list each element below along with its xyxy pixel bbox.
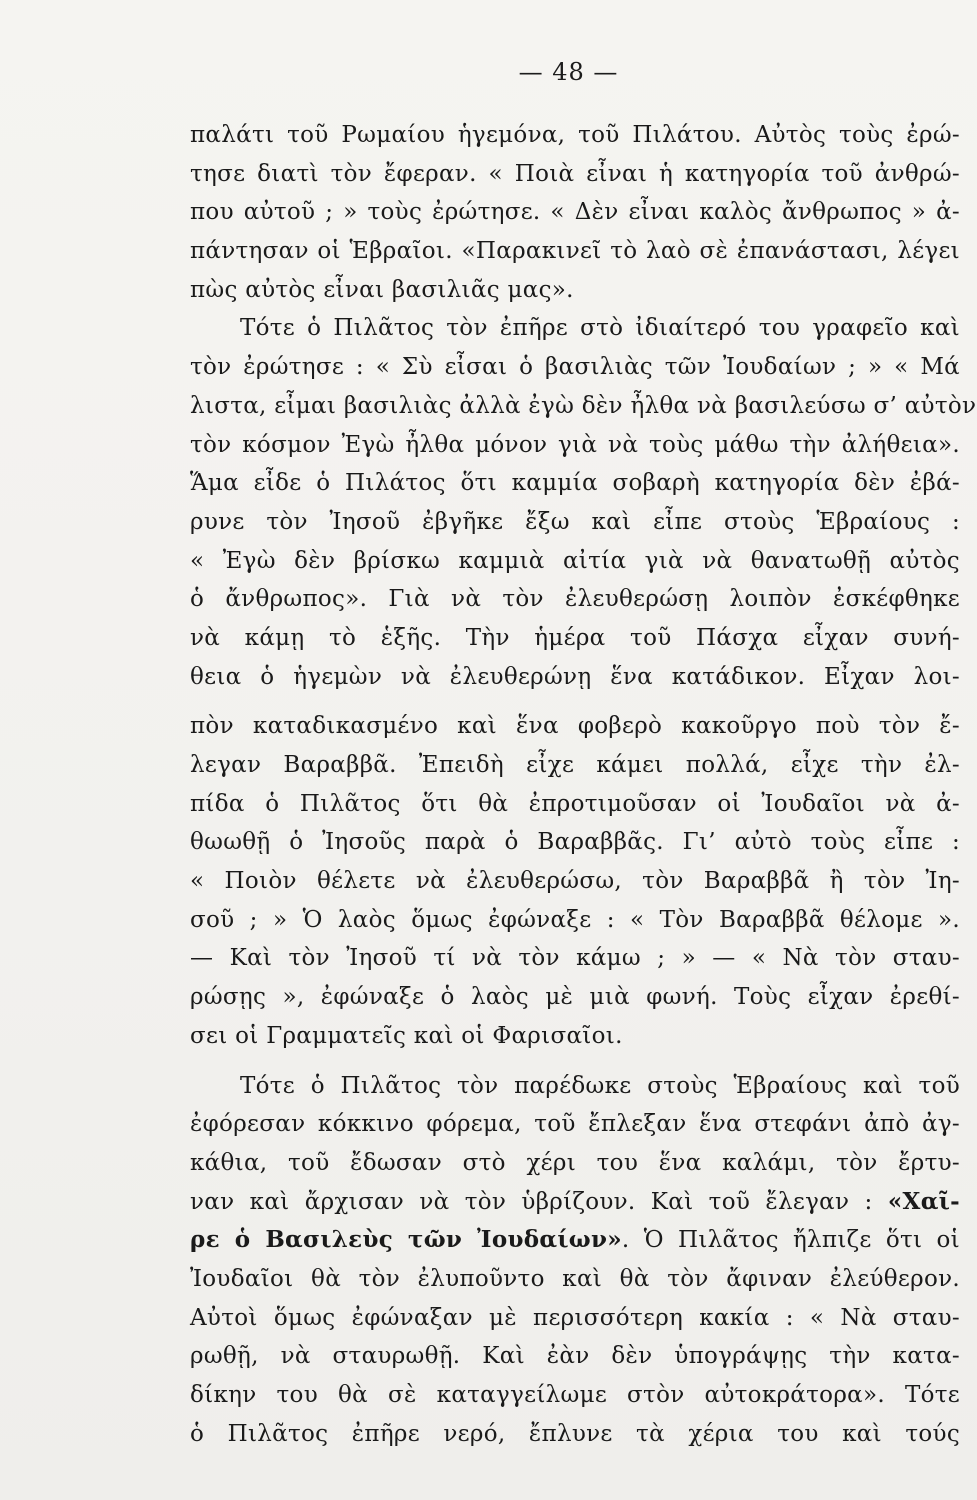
text-line-regular: ναν καὶ ἄρχισαν νὰ τὸν ὑβρίζουν. Καὶ τοῦ ἔλεγαν : (190, 1188, 873, 1215)
text-line (190, 1221, 960, 1260)
text-line-regular: . Ὁ Πιλᾶτος ἤλπιζε ὅτι οἱ (621, 1227, 960, 1254)
page-number: — 48 — (518, 58, 619, 86)
text-line: πὼς αὐτὸς εἶναι βασιλιᾶς μας». (190, 276, 574, 303)
text-line (190, 1183, 960, 1222)
text-line: « Ἐγὼ δὲν βρίσκω καμμιὰ αἰτία γιὰ νὰ θανατωθῇ αὐτὸς (190, 547, 960, 574)
text-line: θεια ὁ ἡγεμὼν νὰ ἐλευθερώνῃ ἕνα κατάδικον. Εἶχαν λοι- (190, 663, 960, 690)
text-line: πὸν καταδικασμένο καὶ ἕνα φοβερὸ κακοῦργο ποὺ τὸν ἔ- (190, 713, 960, 740)
text-line: Ἅμα εἶδε ὁ Πιλάτος ὅτι καμμία σοβαρὴ κατηγορία δὲν ἐβά- (190, 470, 960, 497)
body-text (190, 116, 977, 1453)
text-line: λιστα, εἶμαι βασιλιὰς ἀλλὰ ἐγὼ δὲν ἦλθα νὰ βασιλεύσω σ’ αὐτὸν (190, 392, 977, 419)
text-line: ὁ ἄνθρωπος». Γιὰ νὰ τὸν ἐλευθερώσῃ λοιπὸν ἐσκέφθηκε (190, 586, 960, 613)
text-line: ρωθῇ, νὰ σταυρωθῇ. Καὶ ἐὰν δὲν ὑπογράψῃς τὴν κατα- (190, 1343, 960, 1370)
paragraph-start-line: Τότε ὁ Πιλᾶτος τὸν παρέδωκε στοὺς Ἑβραίους καὶ τοῦ (240, 1072, 960, 1099)
paragraph-start-line: Τότε ὁ Πιλᾶτος τὸν ἐπῆρε στὸ ἰδιαίτερό του γραφεῖο καὶ (240, 315, 960, 342)
text-line: Αὐτοὶ ὅμως ἐφώναξαν μὲ περισσότερη κακία : « Νὰ σταυ- (190, 1304, 960, 1331)
text-line: πίδα ὁ Πιλᾶτος ὅτι θὰ ἐπροτιμοῦσαν οἱ Ἰουδαῖοι νὰ ἀ- (190, 790, 960, 817)
text-line: λεγαν Βαραββᾶ. Ἐπειδὴ εἶχε κάμει πολλά, εἶχε τὴν ἐλ- (190, 752, 960, 778)
text-line: σοῦ ; » Ὁ λαὸς ὅμως ἐφώναξε : « Τὸν Βαραββᾶ θέλομε ». (190, 906, 960, 933)
text-line: δίκην του θὰ σὲ καταγγείλωμε στὸν αὐτοκράτορα». Τότε (190, 1382, 960, 1408)
text-line: τὸν ἐρώτησε : « Σὺ εἶσαι ὁ βασιλιὰς τῶν Ἰουδαίων ; » « Μά (190, 354, 960, 381)
text-line: τὸν κόσμον Ἐγὼ ἦλθα μόνον γιὰ νὰ τοὺς μάθω τὴν ἀλήθεια». (190, 431, 960, 458)
text-line: ἐφόρεσαν κόκκινο φόρεμα, τοῦ ἔπλεξαν ἕνα στεφάνι ἀπὸ ἀγ- (190, 1111, 960, 1138)
text-line: πάντησαν οἱ Ἑβραῖοι. «Παρακινεῖ τὸ λαὸ σὲ ἐπανάστασι, λέγει (190, 238, 960, 265)
text-line: που αὐτοῦ ; » τοὺς ἐρώτησε. « Δὲν εἶναι καλὸς ἄνθρωπος » ἀ- (190, 199, 960, 226)
emphasized-quote: «Χαῖ- (887, 1187, 960, 1215)
text-line: σει οἱ Γραμματεῖς καὶ οἱ Φαρισαῖοι. (190, 1022, 623, 1049)
text-line: νὰ κάμῃ τὸ ἑξῆς. Τὴν ἡμέρα τοῦ Πάσχα εἶχαν συνή- (190, 624, 960, 651)
text-line: Ἰουδαῖοι θὰ τὸν ἐλυποῦντο καὶ θὰ τὸν ἄφιναν ἐλεύθερον. (190, 1265, 960, 1292)
text-line: ρυνε τὸν Ἰησοῦ ἐβγῆκε ἔξω καὶ εἶπε στοὺς Ἑβραίους : (190, 508, 960, 535)
text-line: θωωθῇ ὁ Ἰησοῦς παρὰ ὁ Βαραββᾶς. Γι’ αὐτὸ τοὺς εἶπε : (190, 829, 960, 856)
text-line: — Καὶ τὸν Ἰησοῦ τί νὰ τὸν κάμω ; » — « Νὰ τὸν σταυ- (190, 945, 960, 972)
text-line: ὁ Πιλᾶτος ἐπῆρε νερό, ἔπλυνε τὰ χέρια του καὶ τούς (190, 1420, 960, 1447)
text-line: ρώσῃς », ἐφώναξε ὁ λαὸς μὲ μιὰ φωνή. Τοὺς εἶχαν ἐρεθί- (190, 984, 960, 1011)
emphasized-quote: ρε ὁ Βασιλεὺς τῶν Ἰουδαίων» (190, 1226, 622, 1254)
text-line: « Ποιὸν θέλετε νὰ ἐλευθερώσω, τὸν Βαραββᾶ ἢ τὸν Ἰη- (190, 868, 960, 895)
text-line: τησε διατὶ τὸν ἔφεραν. « Ποιὰ εἶναι ἡ κατηγορία τοῦ ἀνθρώ- (190, 160, 960, 187)
text-line: παλάτι τοῦ Ρωμαίου ἡγεμόνα, τοῦ Πιλάτου. Αὐτὸς τοὺς ἐρώ- (190, 122, 960, 148)
text-line: κάθια, τοῦ ἔδωσαν στὸ χέρι του ἕνα καλάμι, τὸν ἔρτυ- (190, 1149, 960, 1176)
